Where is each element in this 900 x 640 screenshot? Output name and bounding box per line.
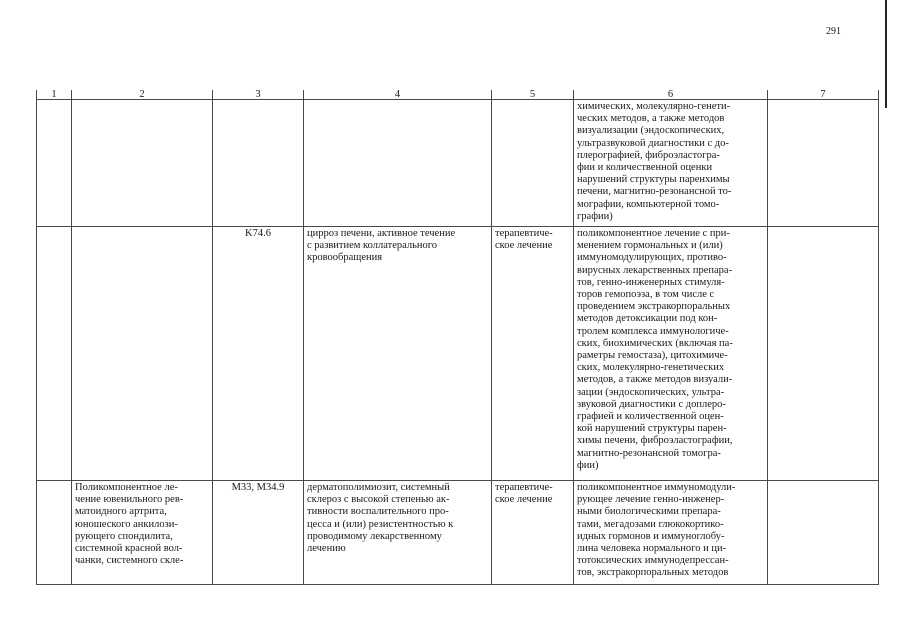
text-line: фии): [577, 459, 599, 471]
text-line: терапевтиче-: [495, 228, 553, 239]
text-line: иммуномодулирующих, противо-: [577, 252, 727, 264]
text-line: вирусных лекарственных препара-: [577, 264, 733, 276]
text-line: цирроз печени, активное течение: [307, 228, 456, 239]
text-line: зации (эндоскопических, ультра-: [577, 386, 725, 398]
text-line: графии): [577, 210, 613, 222]
text-line: мографии, компьютерной томо-: [577, 198, 720, 210]
text-line: фии и количественной оценки: [577, 162, 713, 174]
text-line: юношеского анкилози-: [75, 518, 178, 530]
text-line: визуализации (эндоскопических,: [577, 125, 725, 137]
table-row: [37, 481, 879, 585]
text-line: ческих методов, а также методов: [577, 113, 725, 125]
text-line: менением гормональных и (или): [577, 240, 723, 252]
text-line: тотоксических иммунодепрессан-: [577, 555, 729, 567]
text-line: тивности воспалительного про-: [307, 506, 449, 518]
text-line: рующего спондилита,: [75, 530, 173, 542]
table-row: [37, 100, 879, 227]
text-line: ультразвуковой диагностики с до-: [577, 137, 729, 149]
cell-codes: [213, 100, 304, 227]
cell-model: [304, 481, 492, 585]
text-line: печени, магнитно-резонансной то-: [577, 186, 732, 198]
text-line: кой нарушений структуры парен-: [577, 423, 727, 435]
cell-codes: K74.6: [213, 227, 304, 481]
text-line: тов, экстракорпоральных методов: [577, 567, 729, 579]
text-line: склероз с высокой степенью ак-: [307, 494, 450, 506]
cell-index: [37, 481, 72, 585]
text-line: тов, генно-инженерных стимуля-: [577, 276, 725, 288]
text-line: терапевтиче-: [495, 482, 553, 493]
text-line: торов гемопоэза, в том числе с: [577, 289, 715, 301]
cell-description: [574, 100, 768, 227]
text-line: рующее лечение генно-инженер-: [577, 494, 725, 506]
text-line: ское лечение: [495, 494, 553, 506]
cell-index: [37, 100, 72, 227]
cell-method: [72, 227, 213, 481]
column-number: 4: [304, 90, 492, 100]
text-line: методов, а также методов визуали-: [577, 374, 733, 386]
text-line: тами, мегадозами глюкокортико-: [577, 518, 724, 530]
text-line: матоидного артрита,: [75, 506, 167, 518]
text-line: нарушений структуры паренхимы: [577, 174, 730, 186]
cell-treatment: [492, 481, 574, 585]
text-line: системной красной вол-: [75, 543, 183, 555]
text-line: звуковой диагностики с доплеро-: [577, 398, 726, 410]
text-line: кровообращения: [307, 252, 383, 264]
cell-model: [304, 227, 492, 481]
text-line: с развитием коллатерального: [307, 240, 438, 252]
cell-treatment: [492, 100, 574, 227]
medical-care-table: [36, 90, 879, 585]
text-line: графией и количественной оцен-: [577, 411, 724, 423]
text-line: химических, молекулярно-генети-: [577, 101, 731, 112]
column-number: 7: [768, 90, 879, 100]
table-row: [37, 227, 879, 481]
page-number: 291: [826, 26, 841, 37]
text-line: раметры гемостаза), цитохимиче-: [577, 350, 728, 362]
text-line: проведением экстракорпоральных: [577, 301, 731, 313]
cell-extra: [768, 100, 879, 227]
cell-extra: [768, 227, 879, 481]
text-line: методов детоксикации под кон-: [577, 313, 718, 325]
cell-treatment: [492, 227, 574, 481]
text-line: химы печени, фиброэластографии,: [577, 435, 733, 447]
text-line: проводимому лекарственному: [307, 530, 442, 542]
text-line: чанки, системного скле-: [75, 555, 184, 567]
text-line: магнитно-резонансной томогра-: [577, 447, 721, 459]
text-line: поликомпонентное иммуномодули-: [577, 482, 736, 493]
cell-model: [304, 100, 492, 227]
column-number: 5: [492, 90, 574, 100]
text-line: Поликомпонентное ле-: [75, 482, 178, 493]
text-line: плерографией, фиброэластогра-: [577, 149, 720, 161]
scan-edge-line: [885, 0, 887, 108]
text-line: ными биологическими препара-: [577, 506, 721, 518]
cell-index: [37, 227, 72, 481]
column-number: 6: [574, 90, 768, 100]
text-line: чение ювенильного рев-: [75, 494, 184, 506]
cell-description: [574, 481, 768, 585]
text-line: цесса и (или) резистентностью к: [307, 518, 454, 530]
cell-method: [72, 481, 213, 585]
cell-description: [574, 227, 768, 481]
cell-extra: [768, 481, 879, 585]
text-line: лечению: [307, 543, 346, 555]
column-number: 1: [37, 90, 72, 100]
text-line: идных гормонов и иммуноглобу-: [577, 530, 725, 542]
text-line: тролем комплекса иммунологиче-: [577, 325, 729, 337]
text-line: ских, биохимических (включая па-: [577, 337, 733, 349]
cell-method: [72, 100, 213, 227]
text-line: дерматополимиозит, системный: [307, 482, 450, 493]
text-line: ских, молекулярно-генетических: [577, 362, 725, 374]
cell-codes: M33, M34.9: [213, 481, 304, 585]
column-number: 3: [213, 90, 304, 100]
text-line: поликомпонентное лечение с при-: [577, 228, 730, 239]
column-number-row: [37, 90, 879, 100]
column-number: 2: [72, 90, 213, 100]
text-line: ское лечение: [495, 240, 553, 252]
text-line: лина человека нормального и ци-: [577, 543, 727, 555]
